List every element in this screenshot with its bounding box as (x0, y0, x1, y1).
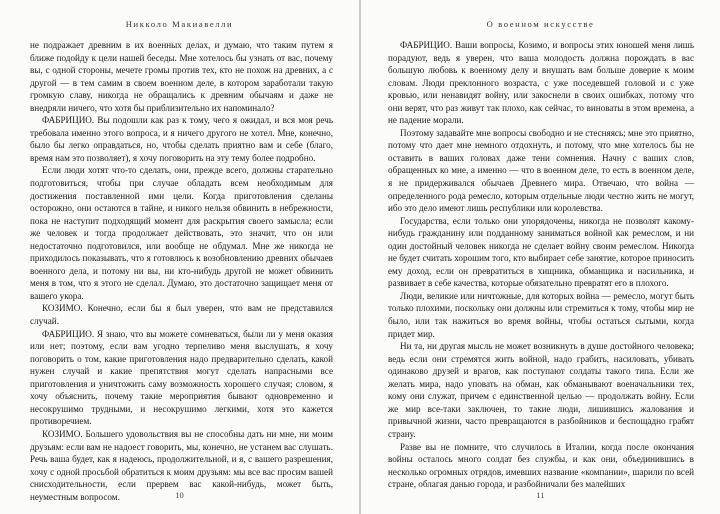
paragraph: ФАБРИЦИО. Вы подошли как раз к тому, чего я ожидал, и вся моя речь требовала именно этого вопроса, и я ничего другого не хотел. Мне, конечно, было бы легко оправдаться, но, чтобы сделать приятно вам и себе (благо, время нам это позволяет), я хочу поговорить на эту тему более подробно. (30, 115, 333, 163)
right-page-body (388, 39, 694, 491)
paragraph: Ни та, ни другая мысль не может возникнуть в душе достойного человека; ведь если они стремятся жить войной, надо грабить, насиловать, убивать одинаково друзей и врагов, как поступают солдаты такого типа. Если же желать мира, надо уповать на обман, как обманывают военачальники тех, кому они служат, причем с единственной целью — продолжать войну. Если же мир все-таки заключен, то такие люди, лишившись жалования и привычной жизни, часто превращаются в разбойников и беспощадно грабят страну. (388, 341, 694, 439)
paragraph: Государства, если только они упорядочены, никогда не позволят какому-нибудь гражданину или подданному заниматься войной как ремеслом, и ни один достойный человек никогда не сделает войну своим ремеслом. Никогда не будет считать хорошим того, кто выбирает себе занятие, которое приносить ему доход, если он превратиться в хищника, обманщика и насильника, и развивает в себе качества, которые обязательно превратят его в плохого. (388, 215, 694, 289)
right-page (361, 0, 720, 514)
left-running-head: Никколо Макиавелли (125, 19, 234, 29)
paragraph: Поэтому задавайте мне вопросы свободно и не стесняясь; мне это приятно, потому что дает мне немного отдохнуть, и потому, что мне хотелось бы не оставить в ваших головах даже тени сомнения. Начну с ваших слов, обращенных ко мне, а именно — что в военном деле, то есть в военном деле, я не придерживался обычаев Древнего мира. Отвечаю, что война — определенного рода ремесло, которым отдельные люди честно жить не могут, ибо это дело имеют лишь республики или королевства. (388, 127, 694, 214)
left-page (0, 0, 359, 514)
right-page-number: 11 (536, 490, 545, 500)
right-running-head: О военном искусстве (486, 19, 595, 29)
left-page-body (30, 39, 333, 503)
paragraph: ФАБРИЦИО. Я знаю, что вы можете сомневаться, были ли у меня оказия или нет; поэтому, если вам угодно терпеливо меня выслушать, я хочу поговорить о том, какие приготовления надо предварительно сделать, какой нужен случай и какие препятствия могут сделать напрасными все приготовления и уничтожить саму возможность хорошего случая; словом, я хочу объяснить, почему такие мероприятия бывают одновременно и несокрушимо трудными, и несокрушимо легкими, хотя это кажется противоречием. (30, 328, 333, 427)
paragraph: ФАБРИЦИО. Ваши вопросы, Козимо, и вопросы этих юношей меня лишь порадуют, ведь я уверен, что ваша молодость должна порождать в вас большую любовь к военному делу и внушать вам больше доверие к моим словам. Люди преклонного возраста, с уже поседевшей головой и с уже кровью, или ненавидят войну, или закоснели в своих ошибках, потому что они верят, что раз живут так плохо, как сейчас, то виноваты в этом времена, а не падение морали. (388, 40, 694, 126)
paragraph: КОЗИМО. Конечно, если бы я был уверен, что вам не представился случай. (30, 303, 333, 327)
paragraph: Разве вы не помните, что случилось в Италии, когда после окончания войны осталось много солдат без службы, и как они, объединившись в несколько огромных отрядов, имевших название «компании», шарили по всей стране, облагая данью города, и разбойничали без малейших (388, 441, 694, 490)
paragraph: не подражает древним в их военных делах, и думаю, что таким путем я ближе подойду к цели нашей беседы. Мне хотелось бы узнать от вас, почему вы, с одной стороны, мечете громы против тех, кто не похож на древних, а с другой — в тем самим в своем военном деле, в котором заработали такую громкую славу, никогда не обращались к древним обычаям и даже не внедряли ничего, что хотя бы приблизительно их напоминало? (30, 40, 333, 113)
paragraph: КОЗИМО. Большего удовольствия вы не способны дать ни мне, ни моим друзьям: если вам не надоест говорить, мы, конечно, не устанем вас слушать. Речь ваша будет, как я надеюсь, продолжительной, и я, с вашего разрешения, хочу с одной просьбой обратиться к моим друзьям: мы все вас просим вашей снисходительности, если прервем вас какой-нибудь, может быть, неуместным вопросом. (30, 428, 333, 502)
paragraph: Люди, великие или ничтожные, для которых война — ремесло, могут быть только плохими, поскольку они должны или стремиться к тому, чтобы мир не было, или так нажиться во время войны, чтобы остаться сытыми, когда придет мир. (388, 290, 694, 339)
left-page-number: 10 (175, 490, 184, 500)
paragraph: Если люди хотят что-то сделать, они, прежде всего, должны старательно подготовиться, чтобы при случае обладать всем необходимым для достижения поставленной ими цели. Когда приготовления сделаны осторожно, они остаются в тайне, и никого нельзя обвинить в небрежности, пока не наступит подходящий момент для раскрытия своего замысла; если же человек и тогда продолжает действовать, это значит, что он или недостаточно подготовился, или вообще не обдумал. Мне же никогда не приходилось показывать, что я готовлюсь к возобновлению древних обычаев военного дела, и потому ни вы, ни кто-нибудь другой не может обвинить меня в том, что я этого не сделал. Думаю, это достаточно защищает меня от вашего укора. (30, 165, 333, 301)
